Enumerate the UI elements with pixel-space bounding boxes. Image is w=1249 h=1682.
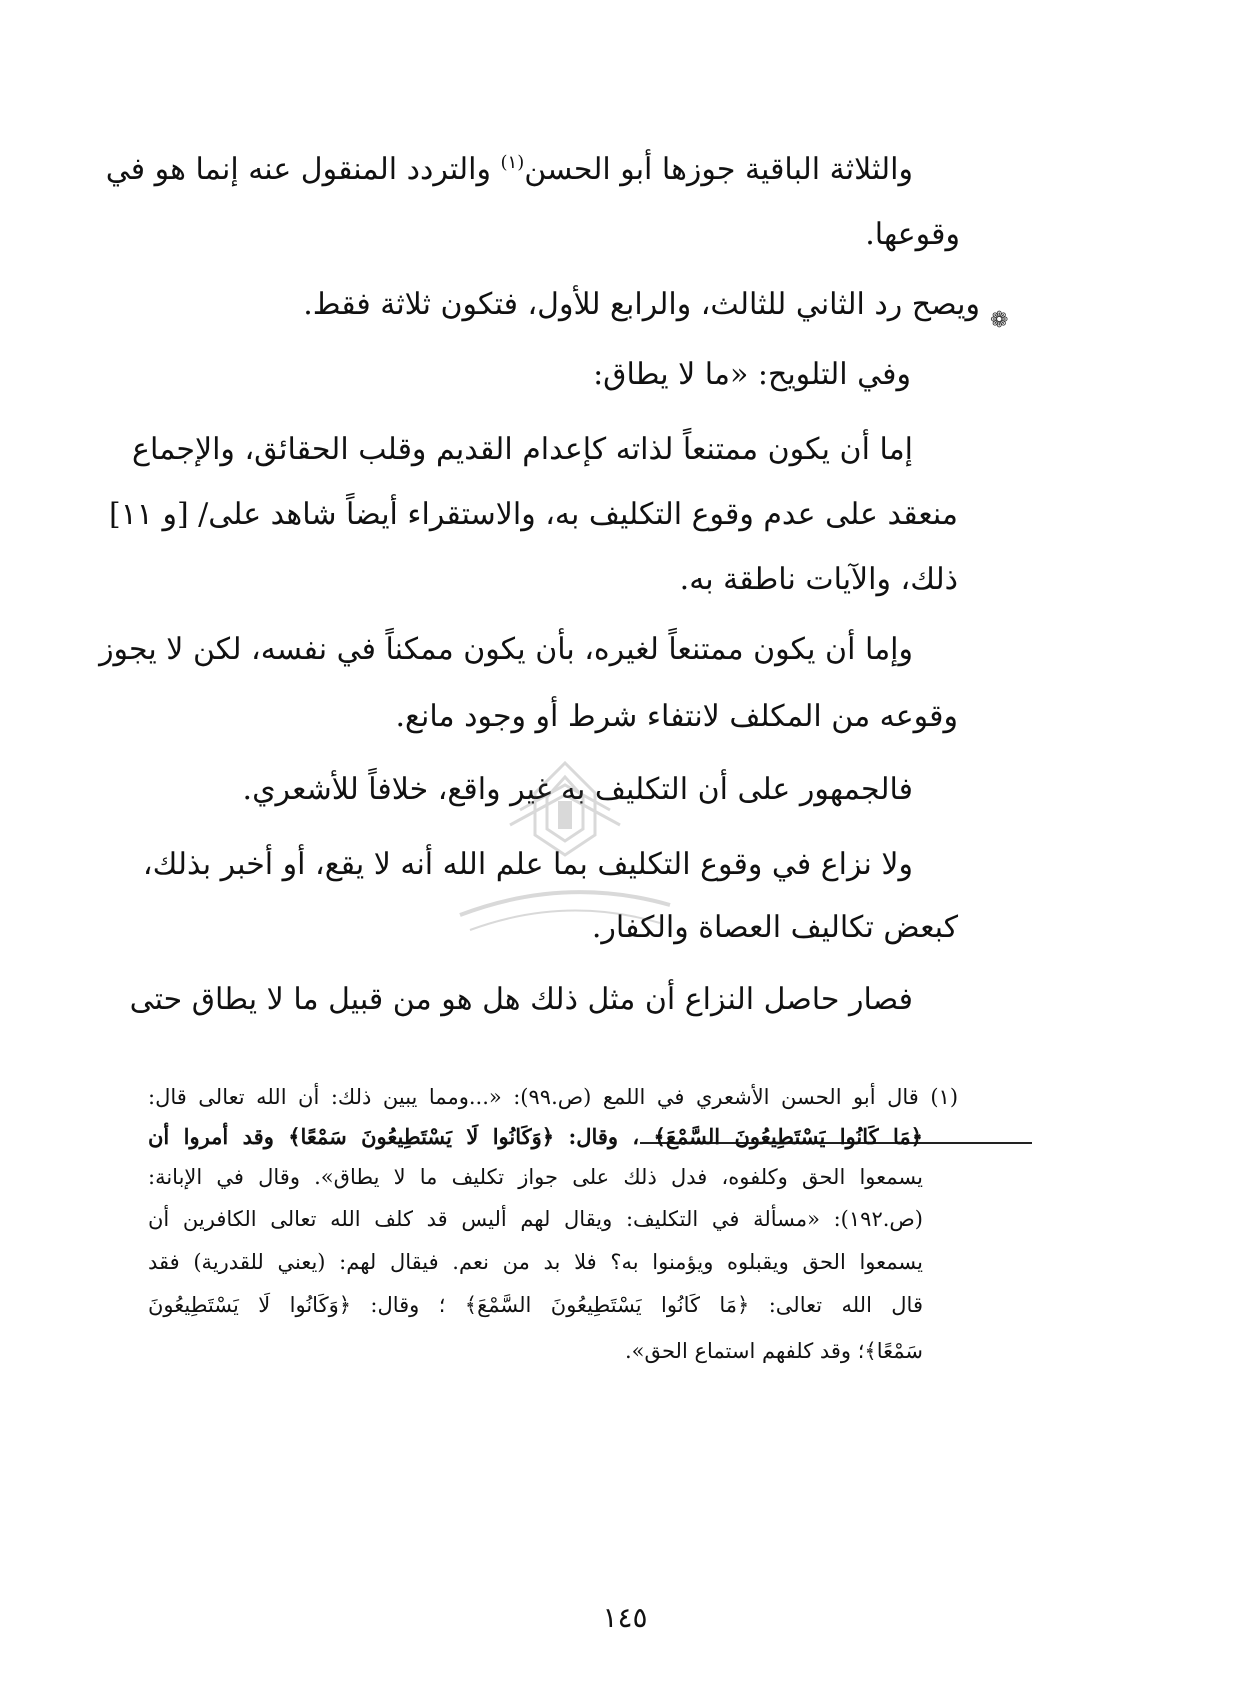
footnote-marker: (١) bbox=[500, 152, 525, 173]
body-line-10: فالجمهور على أن التكليف به غير واقع، خلافاً للأشعري. bbox=[242, 772, 913, 807]
footnote-line-1: (١) قال أبو الحسن الأشعري في اللمع (ص.٩٩): «...ومما يبين ذلك: أن الله تعالى قال: bbox=[148, 1085, 959, 1109]
body-line-7: ذلك، والآيات ناطقة به. bbox=[679, 562, 958, 597]
body-line-5: إما أن يكون ممتنعاً لذاته كإعدام القديم وقلب الحقائق، والإجماع bbox=[132, 432, 913, 467]
body-line-13: فصار حاصل النزاع أن مثل ذلك هل هو من قبيل ما لا يطاق حتى bbox=[129, 982, 913, 1017]
footnote-line-6: قال الله تعالى: ﴿مَا كَانُوا يَسْتَطِيعُونَ السَّمْعَ﴾ ؛ وقال: ﴿وَكَانُوا لَا يَسْتَطِيعُونَ bbox=[148, 1293, 923, 1317]
body-line-12: كبعض تكاليف العصاة والكفار. bbox=[591, 910, 958, 945]
footnote-line-7: سَمْعًا﴾؛ وقد كلفهم استماع الحق». bbox=[624, 1339, 923, 1363]
page-number: ١٤٥ bbox=[602, 1601, 648, 1634]
body-line-1-start: والثلاثة الباقية جوزها أبو الحسن bbox=[524, 152, 913, 187]
body-line-11: ولا نزاع في وقوع التكليف بما علم الله أنه لا يقع، أو أخبر بذلك، bbox=[142, 847, 913, 882]
body-line-4: وفي التلويح: «ما لا يطاق: bbox=[593, 357, 911, 392]
body-line-9: وقوعه من المكلف لانتفاء شرط أو وجود مانع. bbox=[395, 699, 958, 734]
body-line-6: منعقد على عدم وقوع التكليف به، والاستقراء أيضاً شاهد على/ [و ١١] bbox=[108, 497, 958, 532]
body-line-1 bbox=[105, 150, 913, 190]
footnote-line-5: يسمعوا الحق ويقبلوه ويؤمنوا به؟ فلا بد من نعم. فيقال لهم: (يعني للقدرية) فقد bbox=[148, 1250, 923, 1274]
body-line-1-end: والتردد المنقول عنه إنما هو في bbox=[105, 152, 491, 187]
flower-ornament-icon: ❁ bbox=[990, 308, 1009, 333]
watermark-emblem-icon bbox=[440, 755, 690, 945]
footnote-line-4: (ص.١٩٢): «مسألة في التكليف: ويقال لهم أليس قد كلف الله تعالى الكافرين أن bbox=[148, 1207, 923, 1231]
body-line-2: وقوعها. bbox=[865, 217, 960, 252]
body-line-8: وإما أن يكون ممتنعاً لغيره، بأن يكون ممكناً في نفسه، لكن لا يجوز bbox=[99, 632, 913, 667]
footnote-line-2: ﴿مَا كَانُوا يَسْتَطِيعُونَ السَّمْعَ﴾ ، وقال: ﴿وَكَانُوا لَا يَسْتَطِيعُونَ سَمْعًا﴾ وقد أمروا أن bbox=[148, 1124, 923, 1149]
footnote-line-3: يسمعوا الحق وكلفوه، فدل ذلك على جواز تكليف ما لا يطاق». وقال في الإبانة: bbox=[148, 1165, 923, 1189]
body-line-3: ويصح رد الثاني للثالث، والرابع للأول، فتكون ثلاثة فقط. bbox=[303, 287, 980, 322]
